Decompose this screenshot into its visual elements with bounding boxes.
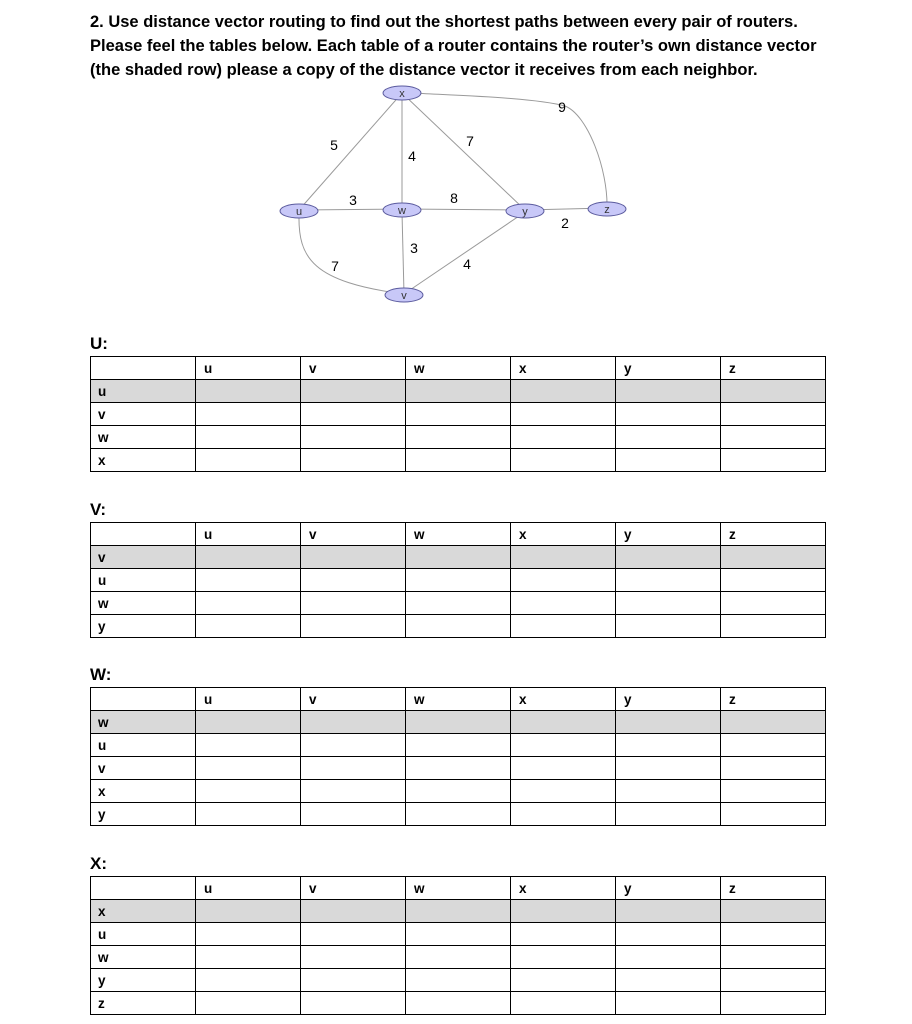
table-cell[interactable]: [511, 426, 616, 449]
row-header: u: [91, 569, 196, 592]
cost-u-v: 7: [331, 258, 339, 274]
col-header: v: [301, 877, 406, 900]
col-header: w: [406, 877, 511, 900]
table-cell[interactable]: [721, 946, 826, 969]
row-header: u: [91, 380, 196, 403]
table-cell[interactable]: [616, 757, 721, 780]
row-header: w: [91, 592, 196, 615]
row-header: u: [91, 734, 196, 757]
row-header: x: [91, 780, 196, 803]
table-cell[interactable]: [616, 992, 721, 1015]
table-cell[interactable]: [301, 969, 406, 992]
edge-w-v: [402, 212, 404, 294]
router-x: [383, 86, 421, 100]
edge-x-y: [402, 93, 525, 210]
cost-v-y: 4: [463, 256, 471, 272]
edge-v-y: [404, 212, 525, 294]
router-y: [506, 204, 544, 218]
neighbor-row: [91, 780, 826, 803]
router-x-label: x: [399, 88, 405, 100]
col-header: u: [196, 523, 301, 546]
table-cell[interactable]: [196, 946, 301, 969]
col-header: w: [406, 357, 511, 380]
row-header: z: [91, 992, 196, 1015]
neighbor-row: [91, 426, 826, 449]
table-cell[interactable]: [511, 780, 616, 803]
table-cell[interactable]: [196, 923, 301, 946]
row-header: w: [91, 426, 196, 449]
corner-cell: [91, 877, 196, 900]
table-cell[interactable]: [301, 946, 406, 969]
table-cell[interactable]: [721, 969, 826, 992]
table-cell[interactable]: [301, 426, 406, 449]
table-cell[interactable]: [406, 780, 511, 803]
table-cell[interactable]: [196, 780, 301, 803]
table-cell[interactable]: [301, 803, 406, 826]
table-cell[interactable]: [301, 900, 406, 923]
cost-x-w: 4: [408, 148, 416, 164]
col-header: y: [616, 688, 721, 711]
table-cell[interactable]: [511, 403, 616, 426]
router-z-label: z: [604, 204, 610, 216]
table-cell[interactable]: [196, 449, 301, 472]
header-row: [91, 357, 826, 380]
table-cell[interactable]: [616, 380, 721, 403]
own-vector-row: [91, 546, 826, 569]
table-cell[interactable]: [406, 711, 511, 734]
table-cell[interactable]: [616, 615, 721, 638]
table-cell[interactable]: [406, 803, 511, 826]
table-cell[interactable]: [721, 546, 826, 569]
table-cell[interactable]: [721, 757, 826, 780]
table-cell[interactable]: [406, 615, 511, 638]
col-header: w: [406, 688, 511, 711]
col-header: w: [406, 523, 511, 546]
col-header: u: [196, 688, 301, 711]
table-w: [90, 687, 826, 826]
neighbor-row: [91, 403, 826, 426]
neighbor-row: [91, 615, 826, 638]
neighbor-row: [91, 969, 826, 992]
table-cell[interactable]: [511, 803, 616, 826]
router-z: [588, 202, 626, 216]
col-header: u: [196, 877, 301, 900]
table-cell[interactable]: [616, 569, 721, 592]
router-w: [383, 203, 421, 217]
router-v-label: v: [401, 290, 407, 302]
table-cell[interactable]: [721, 380, 826, 403]
table-cell[interactable]: [616, 969, 721, 992]
own-vector-row: [91, 711, 826, 734]
header-row: [91, 877, 826, 900]
col-header: v: [301, 357, 406, 380]
table-cell[interactable]: [406, 449, 511, 472]
neighbor-row: [91, 992, 826, 1015]
table-cell[interactable]: [301, 734, 406, 757]
table-cell[interactable]: [511, 992, 616, 1015]
own-vector-row: [91, 900, 826, 923]
row-header: y: [91, 803, 196, 826]
row-header: u: [91, 923, 196, 946]
table-cell[interactable]: [196, 969, 301, 992]
col-header: x: [511, 523, 616, 546]
table-cell[interactable]: [511, 711, 616, 734]
table-cell[interactable]: [301, 380, 406, 403]
own-vector-row: [91, 380, 826, 403]
cost-w-y: 8: [450, 190, 458, 206]
table-cell[interactable]: [406, 992, 511, 1015]
col-header: z: [721, 877, 826, 900]
table-cell[interactable]: [406, 592, 511, 615]
table-cell[interactable]: [406, 946, 511, 969]
col-header: y: [616, 523, 721, 546]
table-cell[interactable]: [511, 569, 616, 592]
corner-cell: [91, 357, 196, 380]
row-header: x: [91, 449, 196, 472]
table-cell[interactable]: [511, 969, 616, 992]
table-cell[interactable]: [196, 900, 301, 923]
table-cell[interactable]: [616, 803, 721, 826]
question-line: 2. Use distance vector routing to find out the shortest paths between every pair of routers.: [90, 13, 798, 31]
neighbor-row: [91, 449, 826, 472]
table-u-label: U:: [90, 334, 108, 353]
table-u: [90, 356, 826, 472]
table-cell[interactable]: [406, 757, 511, 780]
neighbor-row: [91, 923, 826, 946]
table-cell[interactable]: [301, 757, 406, 780]
table-cell[interactable]: [406, 426, 511, 449]
row-header: w: [91, 946, 196, 969]
table-cell[interactable]: [196, 711, 301, 734]
table-cell[interactable]: [511, 546, 616, 569]
table-cell[interactable]: [721, 592, 826, 615]
col-header: y: [616, 877, 721, 900]
table-cell[interactable]: [196, 426, 301, 449]
table-cell[interactable]: [721, 780, 826, 803]
col-header: u: [196, 357, 301, 380]
table-x-label: X:: [90, 854, 107, 873]
table-cell[interactable]: [196, 403, 301, 426]
table-x: [90, 876, 826, 1015]
table-cell[interactable]: [511, 380, 616, 403]
table-cell[interactable]: [721, 803, 826, 826]
table-cell[interactable]: [511, 923, 616, 946]
table-cell[interactable]: [196, 734, 301, 757]
table-cell[interactable]: [196, 992, 301, 1015]
cost-y-z: 2: [561, 215, 569, 231]
table-cell[interactable]: [721, 734, 826, 757]
table-cell[interactable]: [196, 380, 301, 403]
table-cell[interactable]: [406, 923, 511, 946]
table-cell[interactable]: [616, 711, 721, 734]
table-cell[interactable]: [196, 757, 301, 780]
col-header: z: [721, 357, 826, 380]
table-cell[interactable]: [616, 946, 721, 969]
row-header: v: [91, 403, 196, 426]
row-header: x: [91, 900, 196, 923]
table-cell[interactable]: [721, 992, 826, 1015]
neighbor-row: [91, 592, 826, 615]
table-cell[interactable]: [406, 734, 511, 757]
table-cell[interactable]: [721, 426, 826, 449]
neighbor-row: [91, 803, 826, 826]
neighbor-row: [91, 569, 826, 592]
table-v-label: V:: [90, 500, 107, 519]
cost-x-z: 9: [558, 99, 566, 115]
table-w-label: W:: [90, 665, 112, 684]
col-header: v: [301, 523, 406, 546]
table-cell[interactable]: [721, 403, 826, 426]
neighbor-row: [91, 734, 826, 757]
table-cell[interactable]: [406, 380, 511, 403]
router-y-label: y: [522, 206, 528, 218]
row-header: y: [91, 969, 196, 992]
corner-cell: [91, 523, 196, 546]
table-cell[interactable]: [511, 900, 616, 923]
table-cell[interactable]: [511, 734, 616, 757]
table-cell[interactable]: [721, 569, 826, 592]
table-cell[interactable]: [301, 615, 406, 638]
cost-x-y: 7: [466, 133, 474, 149]
router-w-label: w: [398, 205, 406, 217]
corner-cell: [91, 688, 196, 711]
col-header: x: [511, 357, 616, 380]
row-header: v: [91, 546, 196, 569]
table-cell[interactable]: [721, 615, 826, 638]
col-header: x: [511, 877, 616, 900]
table-cell[interactable]: [196, 803, 301, 826]
table-cell[interactable]: [196, 615, 301, 638]
table-cell[interactable]: [301, 449, 406, 472]
table-cell[interactable]: [301, 923, 406, 946]
question-line: (the shaded row) please a copy of the distance vector it receives from each neighbor.: [90, 61, 758, 79]
cost-x-u: 5: [330, 137, 338, 153]
table-cell[interactable]: [196, 569, 301, 592]
table-cell[interactable]: [721, 900, 826, 923]
col-header: x: [511, 688, 616, 711]
table-cell[interactable]: [406, 546, 511, 569]
col-header: v: [301, 688, 406, 711]
col-header: z: [721, 688, 826, 711]
header-row: [91, 523, 826, 546]
table-cell[interactable]: [511, 946, 616, 969]
col-header: y: [616, 357, 721, 380]
cost-u-w: 3: [349, 192, 357, 208]
table-v: [90, 522, 826, 638]
table-cell[interactable]: [616, 923, 721, 946]
table-cell[interactable]: [616, 780, 721, 803]
cost-w-v: 3: [410, 240, 418, 256]
table-cell[interactable]: [406, 403, 511, 426]
router-u-label: u: [295, 206, 303, 218]
row-header: y: [91, 615, 196, 638]
table-cell[interactable]: [301, 780, 406, 803]
row-header: v: [91, 757, 196, 780]
table-cell[interactable]: [301, 992, 406, 1015]
table-cell[interactable]: [511, 615, 616, 638]
table-cell[interactable]: [301, 403, 406, 426]
table-cell[interactable]: [616, 592, 721, 615]
table-cell[interactable]: [301, 569, 406, 592]
table-cell[interactable]: [511, 449, 616, 472]
neighbor-row: [91, 946, 826, 969]
table-cell[interactable]: [616, 426, 721, 449]
table-cell[interactable]: [301, 711, 406, 734]
table-cell[interactable]: [511, 592, 616, 615]
table-cell[interactable]: [301, 592, 406, 615]
col-header: z: [721, 523, 826, 546]
table-cell[interactable]: [301, 546, 406, 569]
row-header: w: [91, 711, 196, 734]
neighbor-row: [91, 757, 826, 780]
router-u: [280, 204, 318, 218]
network-graph: [0, 0, 912, 330]
table-cell[interactable]: [721, 923, 826, 946]
router-v: [385, 288, 423, 302]
table-cell[interactable]: [406, 900, 511, 923]
edge-x-z: [412, 93, 607, 208]
table-cell[interactable]: [721, 449, 826, 472]
table-cell[interactable]: [406, 969, 511, 992]
header-row: [91, 688, 826, 711]
table-cell[interactable]: [406, 569, 511, 592]
table-cell[interactable]: [616, 546, 721, 569]
table-cell[interactable]: [616, 449, 721, 472]
table-cell[interactable]: [196, 546, 301, 569]
table-cell[interactable]: [721, 711, 826, 734]
edge-u-v: [299, 214, 404, 294]
table-cell[interactable]: [511, 757, 616, 780]
table-cell[interactable]: [616, 734, 721, 757]
question-line: Please feel the tables below. Each table of a router contains the router’s own distance vector: [90, 37, 817, 55]
table-cell[interactable]: [616, 403, 721, 426]
table-cell[interactable]: [196, 592, 301, 615]
table-cell[interactable]: [616, 900, 721, 923]
